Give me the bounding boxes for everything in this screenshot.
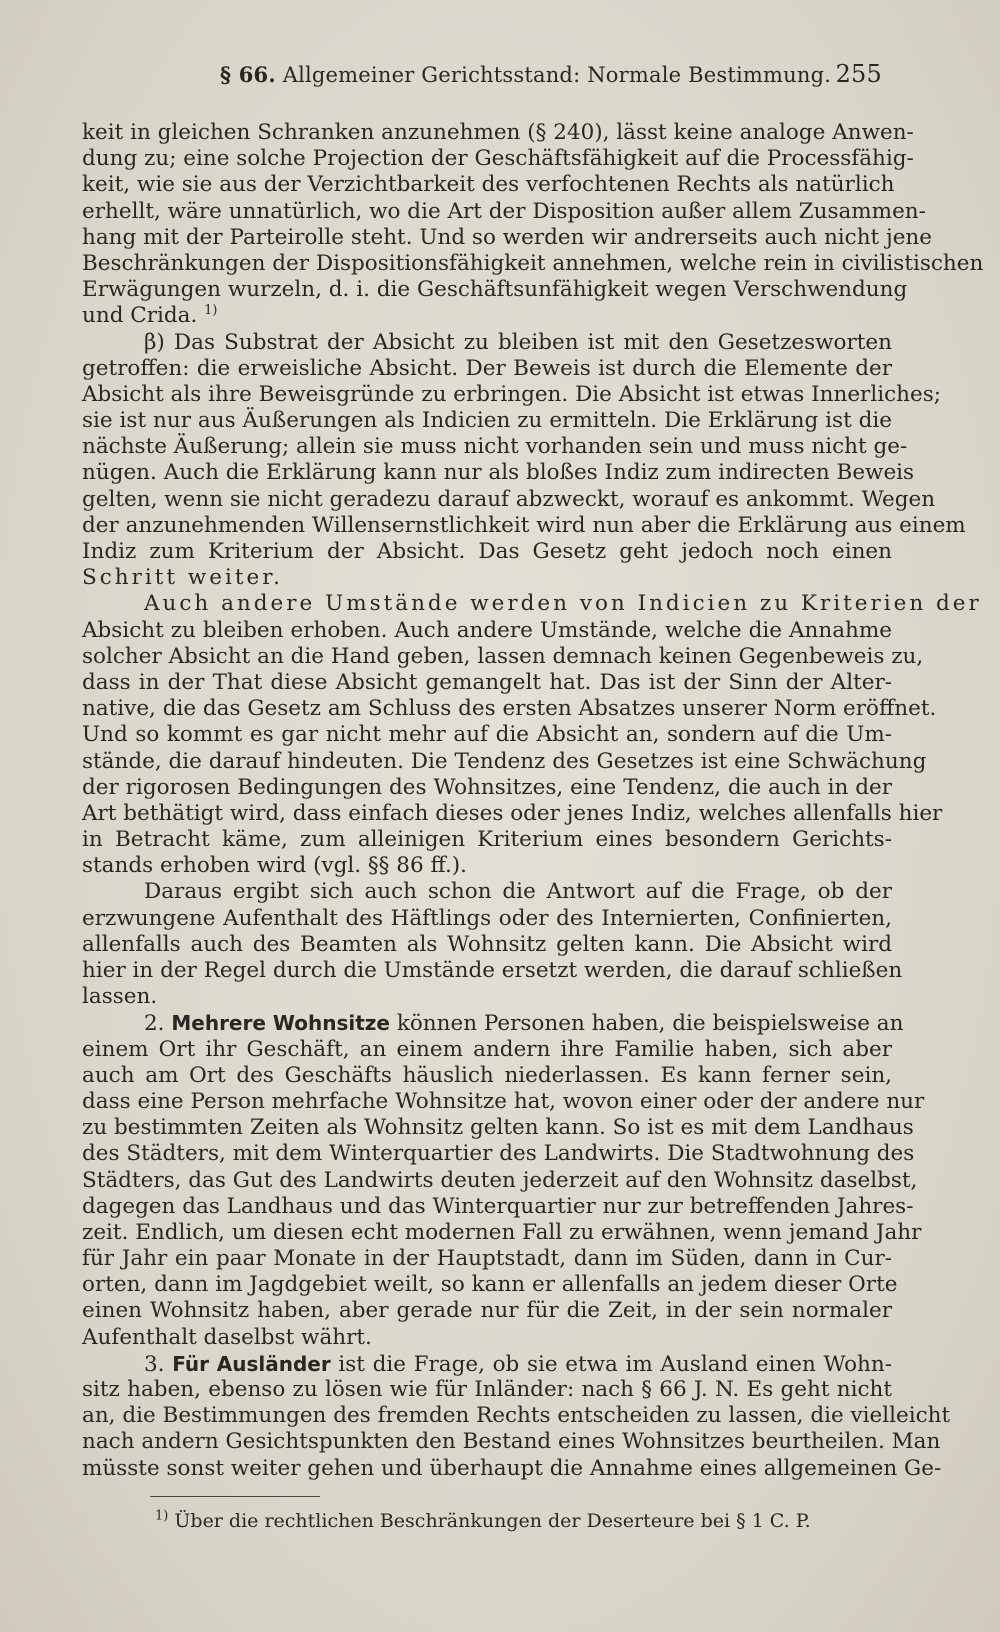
text-line: dung zu; eine solche Projection der Geschäftsfähigkeit auf die Processfähig- [82, 146, 914, 172]
text-line: native, die das Gesetz am Schluss des ersten Absatzes unserer Norm eröffnet. [82, 696, 937, 722]
footnote-reference: 1) [204, 303, 218, 319]
text-line: Absicht zu bleiben erhoben. Auch andere Umstände, welche die Annahme [82, 617, 892, 643]
text-line: des Städters, mit dem Winterquartier des Landwirts. Die Stadtwohnung des [82, 1141, 915, 1167]
text-line: orten, dann im Jagdgebiet weilt, so kann er allenfalls an jedem dieser Orte [82, 1272, 898, 1298]
text-line: gelten, wenn sie nicht geradezu darauf abzweckt, worauf es ankommt. Wegen [82, 486, 936, 512]
text-fragment: ist die Frage, ob sie etwa im Ausland einen Wohn- [338, 1351, 893, 1377]
text-line: zeit. Endlich, um diesen echt modernen Fall zu erwähnen, wenn jemand Jahr [82, 1219, 922, 1245]
text-line: müsste sonst weiter gehen und überhaupt die Annahme eines allgemeinen Ge- [82, 1455, 942, 1481]
text-line: an, die Bestimmungen des fremden Rechts entscheiden zu lassen, die vielleicht [82, 1403, 951, 1429]
text-line: nach andern Gesichtspunkten den Bestand eines Wohnsitzes beurtheilen. Man [82, 1429, 941, 1455]
text-line: Absicht als ihre Beweisgründe zu erbringen. Die Absicht ist etwas Innerliches; [82, 381, 941, 407]
section-number: § 66. [220, 62, 276, 87]
text-line: Städters, das Gut des Landwirts deuten jederzeit auf den Wohnsitz daselbst, [82, 1167, 918, 1193]
heading-fuer-auslaender: Für Ausländer [172, 1351, 331, 1376]
text-line: Indiz zum Kriterium der Absicht. Das Gesetz geht jedoch noch einen [82, 539, 892, 564]
text-line: sie ist nur aus Äußerungen als Indicien zu ermitteln. Die Erklärung ist die [82, 408, 892, 434]
text-line: auch am Ort des Geschäfts häuslich niederlassen. Es kann ferner sein, [82, 1062, 892, 1088]
footnote-divider [150, 1496, 320, 1497]
text-line: der rigorosen Bedingungen des Wohnsitzes, eine Tendenz, die auch in der [82, 774, 892, 800]
text-line: für Jahr ein paar Monate in der Hauptstadt, dann im Süden, dann in Cur- [82, 1246, 892, 1272]
text-line: dass eine Person mehrfache Wohnsitze hat, wovon einer oder der andere nur [82, 1088, 925, 1114]
heading-number: 2. [144, 1011, 165, 1037]
text-line-with-footnote [82, 303, 892, 329]
text-line: nügen. Auch die Erklärung kann nur als bloßes Indiz zum indirecten Beweis [82, 460, 915, 486]
footnote [155, 1510, 811, 1532]
text-line: Art bethätigt wird, dass einfach dieses oder jenes Indiz, welches allenfalls hier [82, 800, 943, 826]
text-line: dagegen das Landhaus und das Winterquartier nur zur betreffenden Jahres- [82, 1193, 914, 1219]
text-line: Beschränkungen der Dispositionsfähigkeit annehmen, welche rein in civilistischen [82, 250, 984, 276]
paragraph-heading-line [82, 1010, 904, 1037]
text-line: hang mit der Parteirolle steht. Und so werden wir andrerseits auch nicht jene [82, 224, 932, 250]
text-line: sitz haben, ebenso zu lösen wie für Inländer: nach § 66 J. N. Es geht nicht [82, 1377, 892, 1402]
text-line: Schritt weiter. [82, 565, 284, 591]
text-line: erhellt, wäre unnatürlich, wo die Art der Disposition außer allem Zusammen- [82, 198, 926, 224]
text-line: Und so kommt es gar nicht mehr auf die Absicht an, sondern auf die Um- [82, 722, 892, 748]
text-line: Daraus ergibt sich auch schon die Antwort auf die Frage, ob der [144, 879, 892, 905]
text-fragment: und Crida. [82, 303, 198, 329]
text-line: keit, wie sie aus der Verzichtbarkeit des verfochtenen Rechts als natürlich [82, 172, 895, 198]
page-number: 255 [835, 60, 882, 88]
text-line: erzwungene Aufenthalt des Häftlings oder des Internierten, Confinierten, [82, 905, 892, 931]
text-line: zu bestimmten Zeiten als Wohnsitz gelten kann. So ist es mit dem Landhaus [82, 1115, 914, 1141]
heading-mehrere-wohnsitze: Mehrere Wohnsitze [171, 1011, 390, 1036]
heading-number: 3. [144, 1351, 165, 1377]
text-line: in Betracht käme, zum alleinigen Kriterium eines besondern Gerichts- [82, 827, 892, 853]
body-text [82, 120, 984, 1482]
text-line: dass in der That diese Absicht gemangelt hat. Das ist der Sinn der Alter- [82, 669, 892, 695]
paragraph-heading-line [82, 1351, 892, 1377]
text-line: getroffen: die erweisliche Absicht. Der Beweis ist durch die Elemente der [82, 355, 892, 381]
footnote-text: Über die rechtlichen Beschränkungen der Deserteure bei § 1 C. P. [174, 1510, 811, 1532]
text-line: solcher Absicht an die Hand geben, lassen demnach keinen Gegenbeweis zu, [82, 643, 924, 669]
text-line: Erwägungen wurzeln, d. i. die Geschäftsunfähigkeit wegen Verschwendung [82, 277, 908, 303]
running-title: Allgemeiner Gerichtsstand: Normale Bestimmung. [282, 63, 832, 87]
running-head [220, 62, 900, 92]
footnote-mark: 1) [155, 1508, 169, 1524]
text-line: keit in gleichen Schranken anzunehmen (§ 240), lässt keine analoge Anwen- [82, 120, 914, 145]
text-line: stände, die darauf hindeuten. Die Tendenz des Gesetzes ist eine Schwächung [82, 748, 927, 774]
text-line: β) Das Substrat der Absicht zu bleiben ist mit den Gesetzesworten [144, 329, 892, 355]
text-line: hier in der Regel durch die Umstände ersetzt werden, die darauf schließen [82, 958, 903, 983]
text-line: lassen. [82, 984, 158, 1010]
text-fragment: können Personen haben, die beispielsweise an [396, 1011, 904, 1037]
text-line: der anzunehmenden Willensernstlichkeit wird nun aber die Erklärung aus einem [82, 512, 966, 538]
text-line: allenfalls auch des Beamten als Wohnsitz gelten kann. Die Absicht wird [82, 931, 892, 957]
text-line: Aufenthalt daselbst währt. [82, 1324, 372, 1350]
text-line: stands erhoben wird (vgl. §§ 86 ff.). [82, 853, 468, 879]
text-line: nächste Äußerung; allein sie muss nicht vorhanden sein und muss nicht ge- [82, 434, 908, 460]
text-line: einen Wohnsitz haben, aber gerade nur für die Zeit, in der sein normaler [82, 1298, 892, 1324]
text-line: Auch andere Umstände werden von Indicien zu Kriterien der [144, 591, 982, 617]
text-line: einem Ort ihr Geschäft, an einem andern ihre Familie haben, sich aber [82, 1036, 892, 1062]
